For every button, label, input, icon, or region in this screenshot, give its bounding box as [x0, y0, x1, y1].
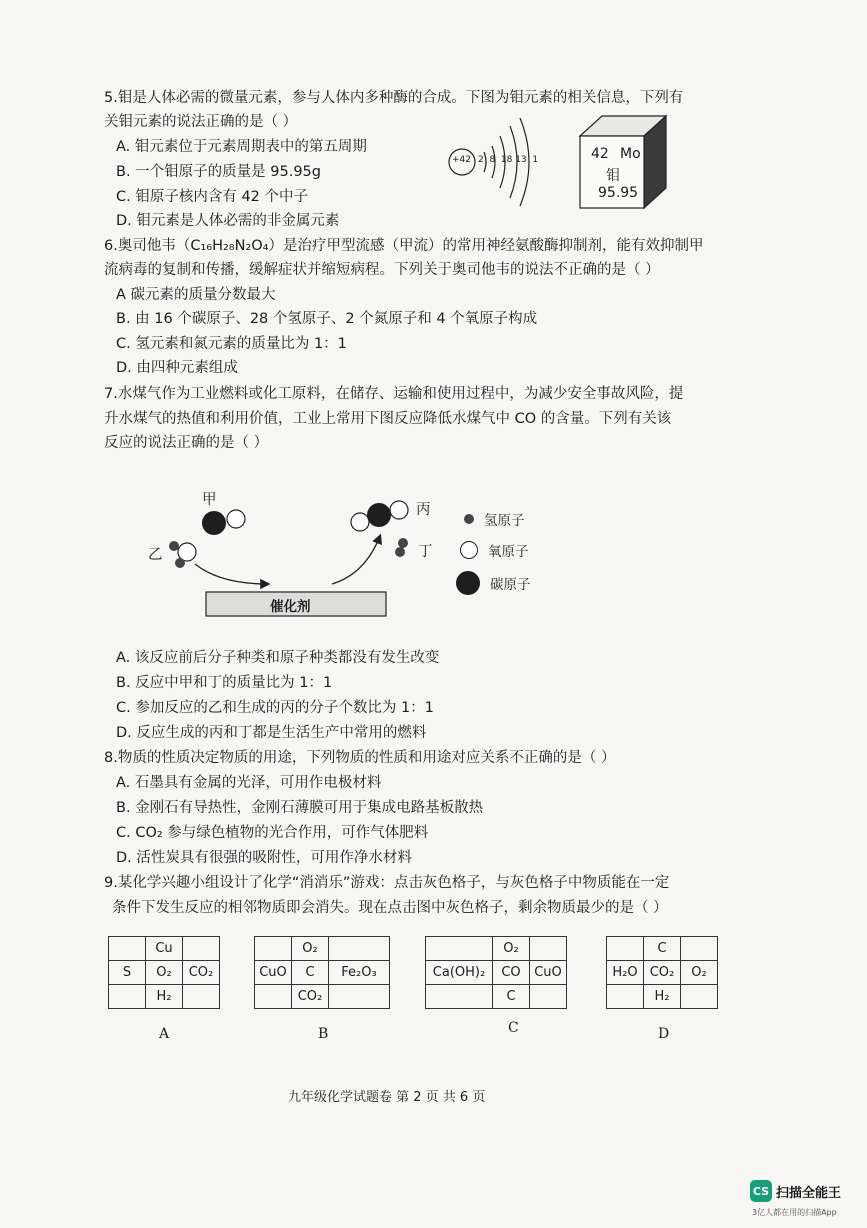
- nucleus-charge: +42: [452, 155, 471, 165]
- q8-option-a: A. 石墨具有金属的光泽，可用作电极材料: [116, 775, 382, 791]
- grid-cell: H₂O: [607, 961, 644, 985]
- grid-cell: S: [109, 961, 146, 985]
- hydrogen-dot-icon: [464, 514, 474, 524]
- q8-option-b: B. 金刚石有导热性，金刚石薄膜可用于集成电路基板散热: [116, 800, 484, 816]
- q7-option-d: D. 反应生成的丙和丁都是生活生产中常用的燃料: [116, 725, 427, 741]
- grid-cell: Fe₂O₃: [329, 961, 390, 985]
- legend-carbon: 碳原子: [456, 571, 531, 595]
- oxygen-dot-icon: [460, 541, 478, 559]
- bing-carbon-atom: [367, 503, 391, 527]
- grid-cell: C: [493, 985, 530, 1009]
- q9-stem-line1: 9.某化学兴趣小组设计了化学“消消乐”游戏：点击灰色格子，与灰色格子中物质能在一定: [104, 875, 670, 891]
- q6-option-b: B. 由 16 个碳原子、28 个氢原子、2 个氮原子和 4 个氧原子构成: [116, 311, 538, 327]
- q6-option-d: D. 由四种元素组成: [116, 360, 238, 376]
- element-atomic-number: 42: [591, 146, 609, 162]
- grid-cell: O₂: [292, 937, 329, 961]
- grid-cell: CuO: [530, 961, 567, 985]
- yi-hydrogen-atom: [169, 541, 179, 551]
- grid-cell: H₂: [146, 985, 183, 1009]
- q6-stem-line1: 6.奥司他韦（C₁₆H₂₈N₂O₄）是治疗甲型流感（甲流）的常用神经氨酸酶抑制剂，能有效抑制甲: [104, 238, 704, 254]
- label-yi: 乙: [148, 547, 163, 563]
- element-name: 钼: [606, 168, 620, 184]
- product-arrow: [332, 536, 380, 584]
- scanner-tagline: 3亿人都在用的扫描App: [752, 1208, 837, 1217]
- grid-cell: [109, 985, 146, 1009]
- camscanner-logo-icon: CS: [750, 1180, 772, 1202]
- legend-oxygen: 氧原子: [460, 540, 529, 560]
- legend-hydrogen: 氢原子: [464, 509, 525, 529]
- yi-hydrogen-atom-2: [175, 558, 185, 568]
- q7-option-a: A. 该反应前后分子种类和原子种类都没有发生改变: [116, 650, 440, 666]
- carbon-dot-icon: [456, 571, 480, 595]
- grid-cell: [329, 985, 390, 1009]
- element-atomic-mass: 95.95: [598, 185, 639, 201]
- q7-option-c: C. 参加反应的乙和生成的丙的分子个数比为 1：1: [116, 700, 434, 716]
- grid-b: [254, 936, 390, 1009]
- electron-shells: 2 8 18 13 1: [478, 155, 539, 165]
- bing-oxygen-atom: [351, 513, 369, 531]
- q7-stem-line2: 升水煤气的热值和利用价值，工业上常用下图反应降低水煤气中 CO 的含量。下列有关该: [104, 411, 672, 427]
- grid-cell-center: C: [292, 961, 329, 985]
- grid-cell: O₂: [493, 937, 530, 961]
- grid-cell: [329, 937, 390, 961]
- q5-option-a: A. 钼元素位于元素周期表中的第五周期: [116, 139, 367, 155]
- scanner-app-name: 扫描全能王: [776, 1185, 842, 1201]
- grid-a-label: A: [159, 1026, 170, 1042]
- grid-cell: [530, 937, 567, 961]
- q7-option-b: B. 反应中甲和丁的质量比为 1：1: [116, 675, 333, 691]
- grid-cell: [183, 937, 220, 961]
- grid-cell: C: [644, 937, 681, 961]
- page-footer: 九年级化学试题卷 第 2 页 共 6 页: [288, 1090, 486, 1105]
- grid-c: [425, 936, 567, 1009]
- q5-stem-line2: 关钼元素的说法正确的是（ ）: [104, 114, 298, 130]
- q9-stem-line2: 条件下发生反应的相邻物质即会消失。现在点击图中灰色格子，剩余物质最少的是（ ）: [112, 900, 668, 916]
- grid-cell: [255, 937, 292, 961]
- grid-cell: [109, 937, 146, 961]
- q6-stem-line2: 流病毒的复制和传播，缓解症状并缩短病程。下列关于奥司他韦的说法不正确的是（ ）: [104, 262, 660, 278]
- grid-cell: O₂: [681, 961, 718, 985]
- scanner-watermark: [750, 1180, 841, 1202]
- q8-stem-line1: 8.物质的性质决定物质的用途，下列物质的性质和用途对应关系不正确的是（ ）: [104, 750, 616, 766]
- reactant-arrow: [195, 564, 268, 584]
- grid-cell: CuO: [255, 961, 292, 985]
- label-ding: 丁: [418, 544, 433, 560]
- grid-d-label: D: [658, 1026, 670, 1042]
- q5-stem-line1: 5.钼是人体必需的微量元素，参与人体内多种酶的合成。下图为钼元素的相关信息，下列有: [104, 90, 684, 106]
- grid-cell: [530, 985, 567, 1009]
- grid-cell: CO₂: [183, 961, 220, 985]
- grid-cell: [426, 937, 493, 961]
- q6-option-c: C. 氢元素和氮元素的质量比为 1：1: [116, 336, 347, 352]
- grid-d: [606, 936, 718, 1009]
- grid-cell: CO₂: [292, 985, 329, 1009]
- bing-oxygen-atom-2: [390, 501, 408, 519]
- grid-a: [108, 936, 220, 1009]
- grid-cell: [681, 985, 718, 1009]
- label-jia: 甲: [202, 492, 217, 508]
- grid-cell: H₂: [644, 985, 681, 1009]
- jia-oxygen-atom: [227, 510, 245, 528]
- grid-cell: Ca(OH)₂: [426, 961, 493, 985]
- grid-cell: [681, 937, 718, 961]
- grid-b-label: B: [318, 1026, 329, 1042]
- grid-cell: Cu: [146, 937, 183, 961]
- element-symbol: Mo: [620, 146, 641, 162]
- q8-option-c: C. CO₂ 参与绿色植物的光合作用，可作气体肥料: [116, 825, 429, 841]
- grid-c-label: C: [508, 1020, 519, 1036]
- q5-option-d: D. 钼元素是人体必需的非金属元素: [116, 213, 340, 229]
- q7-stem-line1: 7.水煤气作为工业燃料或化工原料，在储存、运输和使用过程中，为减少安全事故风险，提: [104, 386, 684, 402]
- q5-option-b: B. 一个钼原子的质量是 95.95g: [116, 164, 321, 180]
- q5-option-c: C. 钼原子核内含有 42 个中子: [116, 189, 309, 205]
- grid-cell: [607, 937, 644, 961]
- catalyst-label: 催化剂: [270, 599, 311, 615]
- label-bing: 丙: [416, 502, 431, 518]
- q6-option-a: A 碳元素的质量分数最大: [116, 287, 276, 303]
- grid-cell-center: O₂: [146, 961, 183, 985]
- ding-hydrogen-atom: [398, 538, 408, 548]
- ding-hydrogen-atom-2: [395, 547, 405, 557]
- grid-cell: [255, 985, 292, 1009]
- grid-cell-center: CO: [493, 961, 530, 985]
- q8-option-d: D. 活性炭具有很强的吸附性，可用作净水材料: [116, 850, 412, 866]
- grid-cell: [607, 985, 644, 1009]
- grid-cell: [426, 985, 493, 1009]
- grid-cell-center: CO₂: [644, 961, 681, 985]
- jia-carbon-atom: [202, 511, 226, 535]
- q7-stem-line3: 反应的说法正确的是（ ）: [104, 435, 269, 451]
- grid-cell: [183, 985, 220, 1009]
